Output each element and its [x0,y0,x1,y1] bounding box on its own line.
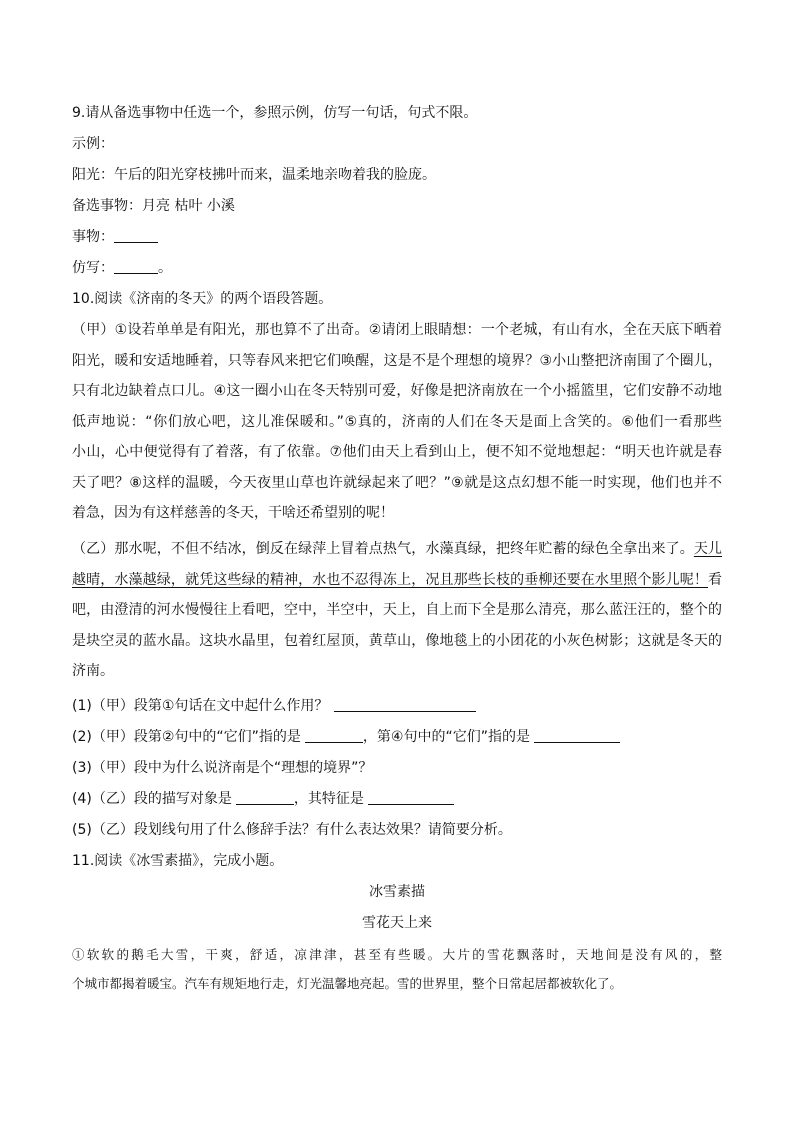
q10-sub1 [72,696,476,716]
yi-plain-text: 看 [708,571,722,588]
passage-line: 是块空灵的蓝水晶。这块水晶里，包着红屋顶，黄草山，像地毯上的小团花的小灰色树影；这就是冬天的 [72,632,722,649]
passage-line: 只有北边缺着点口儿。④这一圈小山在冬天特别可爱，好像是把济南放在一个小摇篮里，它们安静不动地 [72,383,722,399]
q9-example-text: 阳光：午后的阳光穿枝拂叶而来，温柔地亲吻着我的脸庞。 [72,167,436,183]
section-title: 雪花天上来 [362,915,432,931]
passage-line: 个城市都揭着暖宝。汽车有规矩地行走，灯光温馨地亮起。雪的世界里，整个日常起居都被软化了。 [72,976,623,991]
passage-line [72,534,722,565]
q9-example-label: 示例： [72,136,114,152]
sub4-text-a: (4)（乙）段的描写对象是 [72,791,232,807]
yi-underlined-sentence: 天儿 [693,541,723,557]
passage-line: 小山，心中便觉得有了着落，有了依靠。⑦他们由天上看到山上，便不知不觉地想起：“明天也许就是春 [72,444,722,460]
q10-sub4 [72,789,454,809]
passage-line: 阳光，暖和安适地睡着，只等春风来把它们唤醒，这是不是个理想的境界？③小山整把济南围了个圈儿， [72,352,722,369]
sub4-blank-1[interactable] [236,790,294,805]
q10-sub2 [72,727,620,747]
q11-title: 11.阅读《冰雪素描》，完成小题。 [72,853,284,869]
q9-thing-blank[interactable] [114,228,158,243]
q9-options: 备选事物：月亮 枯叶 小溪 [72,198,235,214]
passage-line: 天了吧？⑧这样的温暖，今天夜里山草也许就绿起来了吧？”⑨就是这点幻想不能一时实现，他们也并不 [72,474,722,491]
sub1-text: (1)（甲）段第①句话在文中起什么作用？ [72,698,329,714]
passage-line: （甲）①设若单单是有阳光，那也算不了出奇。②请闭上眼睛想：一个老城，有山有水，全在天底下晒着 [72,322,722,338]
sub4-blank-2[interactable] [368,790,454,805]
sub4-text-b: ，其特征是 [293,791,364,807]
yi-plain-text: （乙）那水呢，不但不结冰，倒反在绿萍上冒着点热气，水藻真绿，把终年贮蓄的绿色全拿出来了。 [72,541,694,557]
yi-underlined-sentence: 越晴，水藻越绿，就凭这些绿的精神，水也不忍得冻上，况且那些长枝的垂柳还要在水里照个影儿呢！ [72,571,708,588]
q9-title: 9.请从备选事物中任选一个，参照示例，仿写一句话，句式不限。 [72,105,478,121]
article-title: 冰雪素描 [369,884,425,900]
q9-thing-line [72,227,158,247]
q9-thing-label: 事物： [72,229,114,245]
passage-line: 低声地说：“你们放心吧，这儿准保暖和。”⑤真的，济南的人们在冬天是面上含笑的。⑥他们一看那些 [72,413,722,430]
q10-passage-jia [72,315,722,529]
passage-line: ①软软的鹅毛大雪，干爽，舒适，凉津津，甚至有些暖。大片的雪花飘落时，天地间是没有风的，整 [72,947,722,962]
q9-imitate-line [72,258,172,278]
q10-title: 10.阅读《济南的冬天》的两个语段答题。 [72,291,333,307]
passage-line: 着急，因为有这样慈善的冬天，干啥还希望别的呢！ [72,505,394,521]
sub2-blank-2[interactable] [534,728,620,743]
passage-line: 济南。 [72,663,114,679]
q9-imitate-end: 。 [158,260,172,276]
sub2-text-b: ，第④句中的“它们”指的是 [362,729,530,745]
q10-passage-yi [72,534,722,687]
q10-sub5: (5)（乙）段划线句用了什么修辞手法？有什么表达效果？请简要分析。 [72,822,512,838]
passage-line: 吧，由澄清的河水慢慢往上看吧，空中，半空中，天上，自上而下全是那么清亮，那么蓝汪汪的，整个的 [72,602,722,618]
sub2-blank-1[interactable] [305,728,363,743]
passage-line [72,565,722,596]
sub1-blank[interactable] [334,697,476,712]
q10-sub3: (3)（甲）段中为什么说济南是个“理想的境界”？ [72,760,373,776]
q9-imitate-label: 仿写： [72,260,114,276]
sub2-text-a: (2)（甲）段第②句中的“它们”指的是 [72,729,301,745]
q9-imitate-blank[interactable] [114,259,158,274]
q11-passage [72,940,722,998]
